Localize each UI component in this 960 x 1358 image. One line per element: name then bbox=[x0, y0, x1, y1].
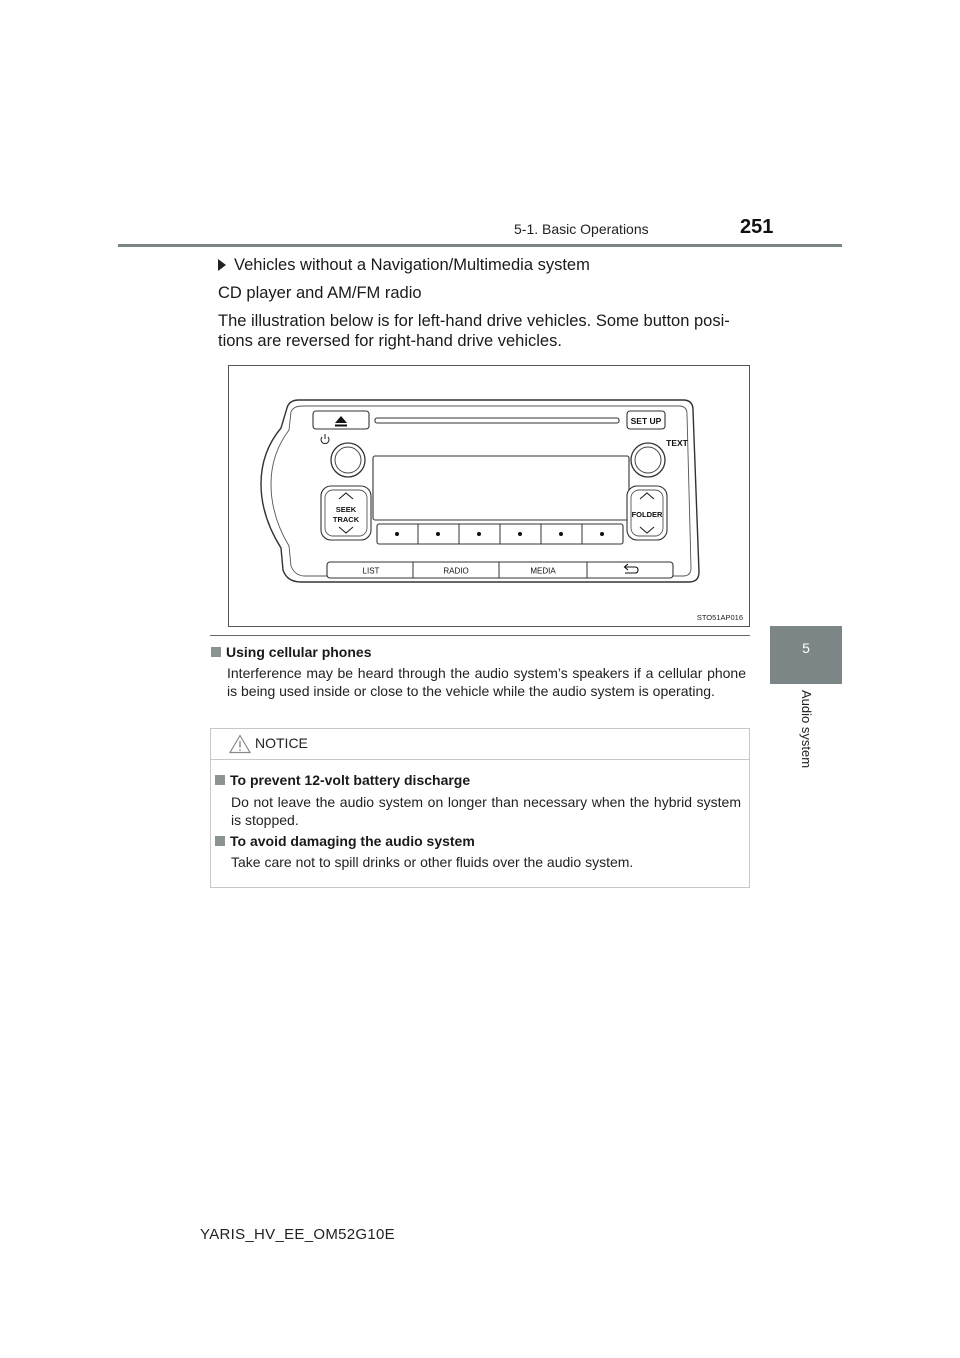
chapter-tab-number: 5 bbox=[802, 640, 810, 656]
cd-line: CD player and AM/FM radio bbox=[218, 284, 422, 302]
text-label: TEXT bbox=[666, 438, 688, 448]
folder-label: FOLDER bbox=[631, 510, 663, 519]
chapter-tab-label: Audio system bbox=[799, 690, 814, 769]
radio-button-label[interactable]: RADIO bbox=[443, 566, 469, 576]
power-volume-knob[interactable] bbox=[331, 443, 365, 477]
square-bullet-icon bbox=[211, 647, 221, 657]
tune-knob[interactable] bbox=[631, 443, 665, 477]
setup-label: SET UP bbox=[630, 416, 662, 426]
list-button-label[interactable]: LIST bbox=[362, 566, 380, 576]
notice-box bbox=[210, 728, 750, 888]
illustration-note-line2: tions are reversed for right-hand drive vehicles. bbox=[218, 332, 562, 350]
cellular-heading bbox=[211, 644, 371, 660]
notice-item-heading bbox=[215, 833, 475, 849]
triangle-bullet-icon bbox=[218, 259, 226, 271]
notice-item-heading bbox=[215, 772, 470, 788]
preset-buttons[interactable] bbox=[377, 524, 623, 544]
footer-code: YARIS_HV_EE_OM52G10E bbox=[200, 1226, 395, 1243]
notice-item-heading-text: To avoid damaging the audio system bbox=[230, 833, 475, 849]
header-rule bbox=[118, 244, 842, 247]
figure-code: STO51AP016 bbox=[696, 613, 743, 622]
display-screen bbox=[373, 456, 629, 520]
disc-slot bbox=[375, 418, 619, 423]
chapter-tab-label-wrap bbox=[770, 690, 842, 810]
notice-item-body: Do not leave the audio system on longer than necessary when the hybrid system is stopped. bbox=[231, 794, 741, 828]
notice-header bbox=[211, 729, 749, 760]
cellular-body: Interference may be heard through the audio system’s speakers if a cellular phone is being used inside or close to the vehicle while the audio system is operating. bbox=[227, 665, 746, 699]
notice-item-body: Take care not to spill drinks or other fluids over the audio system. bbox=[231, 854, 634, 870]
illustration-note-line1: The illustration below is for left-hand drive vehicles. Some button posi- bbox=[218, 312, 730, 330]
header-section-title: 5-1. Basic Operations bbox=[514, 221, 649, 237]
seek-label: SEEK bbox=[335, 505, 357, 514]
page-number: 251 bbox=[740, 216, 774, 238]
audio-unit-drawing bbox=[229, 366, 749, 626]
section-rule bbox=[210, 635, 750, 636]
audio-unit-illustration bbox=[228, 365, 750, 627]
cellular-heading-text: Using cellular phones bbox=[226, 644, 372, 660]
notice-title: NOTICE bbox=[255, 735, 308, 751]
notice-item-heading-text: To prevent 12-volt battery discharge bbox=[230, 772, 471, 788]
vehicles-line-text: Vehicles without a Navigation/Multimedia system bbox=[234, 256, 590, 274]
track-label: TRACK bbox=[332, 515, 360, 524]
warning-triangle-icon bbox=[229, 734, 251, 754]
chapter-tab bbox=[770, 626, 842, 684]
square-bullet-icon bbox=[215, 775, 225, 785]
vehicles-line bbox=[218, 256, 590, 275]
square-bullet-icon bbox=[215, 836, 225, 846]
media-button-label[interactable]: MEDIA bbox=[530, 566, 556, 576]
